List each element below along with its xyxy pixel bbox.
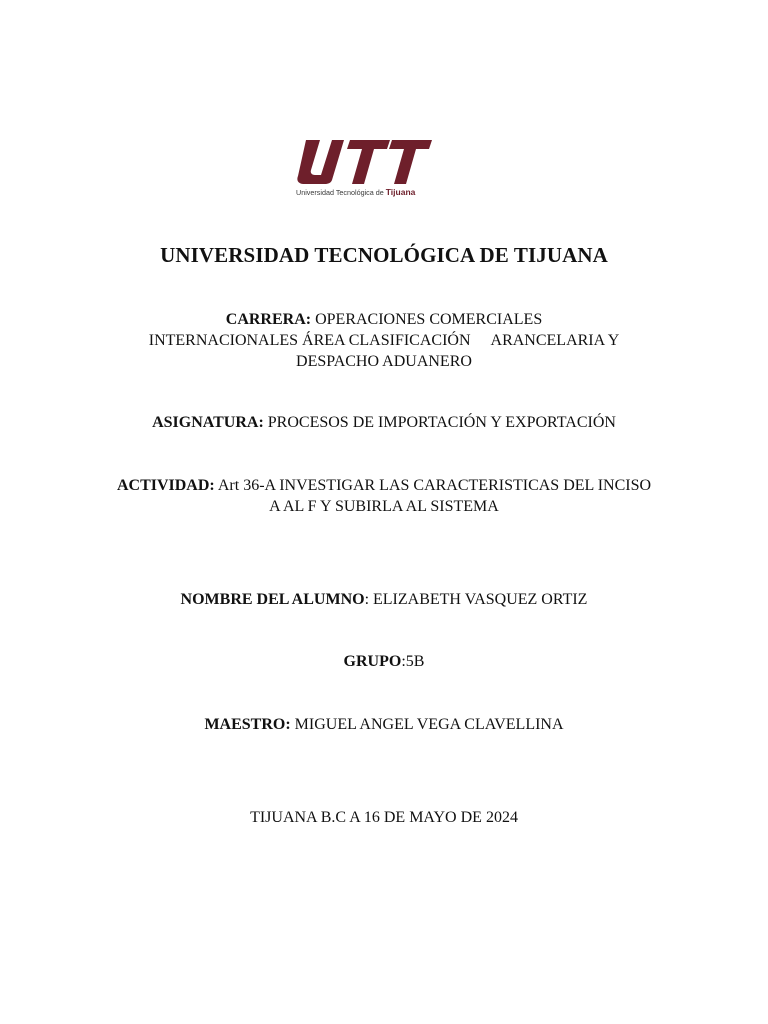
asignatura-section (80, 412, 688, 433)
actividad-value-2: A AL F Y SUBIRLA AL SISTEMA (269, 498, 499, 515)
asignatura-label: ASIGNATURA: (152, 414, 264, 431)
carrera-value-2a: INTERNACIONALES ÁREA CLASIFICACIÓN (148, 332, 471, 349)
actividad-value-1: Art 36-A INVESTIGAR LAS CARACTERISTICAS DEL INCISO (217, 477, 652, 494)
date-location: TIJUANA B.C A 16 DE MAYO DE 2024 (250, 809, 518, 826)
alumno-section (80, 589, 688, 610)
carrera-line-3: DESPACHO ADUANERO (296, 353, 472, 370)
logo-subtitle-prefix: Universidad Tecnológica de (296, 188, 386, 197)
actividad-label: ACTIVIDAD: (116, 477, 215, 494)
grupo-section (80, 651, 688, 672)
actividad-section (80, 475, 688, 517)
carrera-section (80, 309, 688, 372)
carrera-label: CARRERA: (225, 311, 312, 328)
alumno-value: : ELIZABETH VASQUEZ ORTIZ (364, 591, 588, 608)
grupo-value: :5B (401, 653, 425, 670)
carrera-line-2 (80, 330, 688, 351)
carrera-value-1: OPERACIONES COMERCIALES (315, 311, 543, 328)
carrera-line-1 (80, 309, 688, 330)
grupo-label: GRUPO (343, 653, 402, 670)
maestro-section (80, 714, 688, 735)
utt-logo (294, 136, 434, 198)
asignatura-value: PROCESOS DE IMPORTACIÓN Y EXPORTACIÓN (267, 414, 616, 431)
university-title: UNIVERSIDAD TECNOLÓGICA DE TIJUANA (160, 243, 608, 267)
logo-subtitle (296, 187, 416, 197)
carrera-value-2b: ARANCELARIA Y (490, 332, 620, 349)
alumno-label: NOMBRE DEL ALUMNO (180, 591, 365, 608)
maestro-value: MIGUEL ANGEL VEGA CLAVELLINA (294, 716, 564, 733)
utt-logo-graphic (294, 136, 434, 198)
maestro-label: MAESTRO: (204, 716, 291, 733)
logo-subtitle-city: Tijuana (385, 187, 416, 197)
